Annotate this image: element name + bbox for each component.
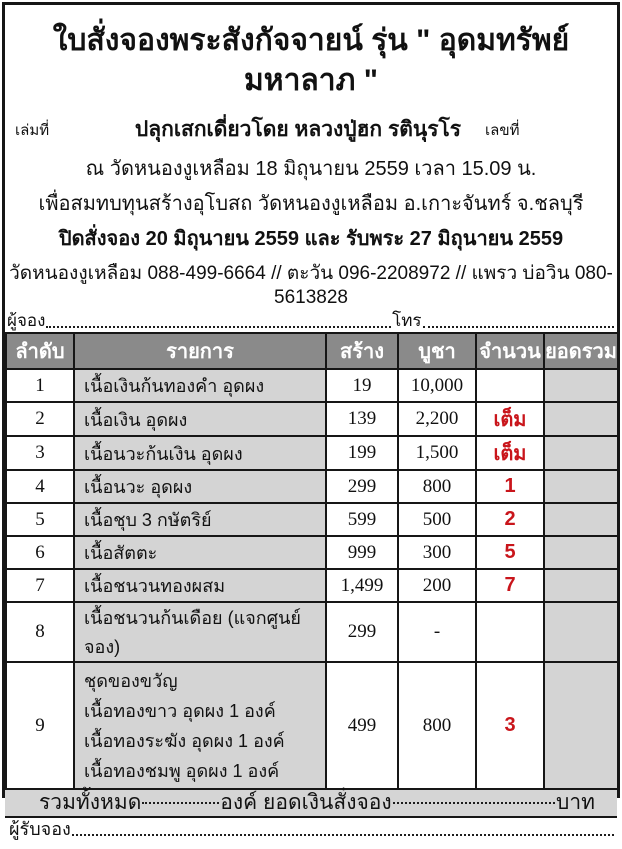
row-number-cell: 2	[6, 402, 74, 436]
summary-bar	[5, 790, 617, 818]
quantity-cell: 3	[476, 662, 544, 789]
total-cell	[544, 602, 618, 662]
subtitle: ปลุกเสกเดี่ยวโดย หลวงปู่ฮก รตินุรโร	[134, 118, 462, 141]
column-header-price: บูชา	[398, 333, 476, 369]
row-number-cell: 4	[6, 470, 74, 503]
item-line: เนื้อทองชมพู อุดผง 1 องค์	[84, 760, 280, 781]
total-count-fill-line	[142, 798, 219, 804]
item-cell: เนื้อเงิน อุดผง	[74, 402, 326, 436]
made-count-cell: 599	[326, 503, 398, 536]
row-number-cell: 5	[6, 503, 74, 536]
table-row	[6, 569, 618, 602]
column-header-made: สร้าง	[326, 333, 398, 369]
price-cell: 800	[398, 470, 476, 503]
table-row	[6, 662, 618, 789]
table-row	[6, 369, 618, 402]
item-cell: เนื้อนวะก้นเงิน อุดผง	[74, 436, 326, 470]
quantity-cell: 5	[476, 536, 544, 569]
unit-and-amount-label: องค์ ยอดเงินสั่งจอง	[220, 791, 392, 814]
orderer-phone-fill-line	[423, 322, 614, 328]
made-count-cell: 139	[326, 402, 398, 436]
quantity-cell: 2	[476, 503, 544, 536]
table-row	[6, 602, 618, 662]
price-cell: 10,000	[398, 369, 476, 402]
item-cell: เนื้อนวะ อุดผง	[74, 470, 326, 503]
made-count-cell: 199	[326, 436, 398, 470]
table-row	[6, 536, 618, 569]
price-cell: -	[398, 602, 476, 662]
table-header-row	[6, 333, 618, 369]
item-cell	[74, 662, 326, 789]
column-header-qty: จำนวน	[476, 333, 544, 369]
item-cell: เนื้อชนวนทองผสม	[74, 569, 326, 602]
made-count-cell: 499	[326, 662, 398, 789]
item-cell: เนื้อชุบ 3 กษัตริย์	[74, 503, 326, 536]
table-row	[6, 503, 618, 536]
quantity-cell: 7	[476, 569, 544, 602]
volume-label: เล่มที่	[15, 121, 50, 139]
made-count-cell: 999	[326, 536, 398, 569]
page-title: ใบสั่งจองพระสังกัจจายน์ รุ่น " อุดมทรัพย์มหาลาภ "	[52, 24, 570, 97]
contact-line: วัดหนองงูเหลือม 088-499-6664 // ตะวัน 096-2208972 // แพรว บ่อวิน 080-5613828	[9, 263, 613, 308]
receiver-label: ผู้รับจอง	[9, 819, 71, 839]
order-table	[5, 332, 619, 790]
row-number-cell: 8	[6, 602, 74, 662]
item-cell: เนื้อชนวนก้นเดือย (แจกศูนย์จอง)	[74, 602, 326, 662]
quantity-cell: เต็ม	[476, 402, 544, 436]
order-form-sheet	[2, 2, 620, 839]
price-cell: 500	[398, 503, 476, 536]
number-label: เลขที่	[485, 121, 520, 139]
item-line: เนื้อทองระฆัง อุดผง 1 องค์	[84, 730, 285, 751]
row-number-cell: 6	[6, 536, 74, 569]
quantity-cell	[476, 602, 544, 662]
receiver-row	[5, 818, 617, 849]
price-cell: 200	[398, 569, 476, 602]
made-count-cell: 299	[326, 470, 398, 503]
orderer-phone-label: โทร	[392, 311, 422, 330]
orderer-name-fill-line	[46, 322, 391, 328]
column-header-item: รายการ	[74, 333, 326, 369]
event-line: ณ วัดหนองงูเหลือม 18 มิถุนายน 2559 เวลา 15.09 น.	[85, 158, 537, 180]
total-cell	[544, 536, 618, 569]
price-cell: 2,200	[398, 402, 476, 436]
total-cell	[544, 369, 618, 402]
orderer-row	[5, 310, 617, 332]
total-cell	[544, 662, 618, 789]
price-cell: 300	[398, 536, 476, 569]
item-cell: เนื้อสัตตะ	[74, 536, 326, 569]
total-cell	[544, 436, 618, 470]
table-row	[6, 470, 618, 503]
total-cell	[544, 569, 618, 602]
receiver-fill-line	[72, 830, 614, 836]
total-cell	[544, 402, 618, 436]
item-line: ชุดของขวัญ	[84, 670, 178, 691]
orderer-name-label: ผู้จอง	[7, 311, 46, 330]
table-row	[6, 402, 618, 436]
quantity-cell: เต็ม	[476, 436, 544, 470]
made-count-cell: 19	[326, 369, 398, 402]
subtitle-row	[5, 113, 617, 146]
purpose-line: เพื่อสมทบทุนสร้างอุโบสถ วัดหนองงูเหลือม อ.เกาะจันทร์ จ.ชลบุรี	[38, 193, 584, 215]
price-cell: 800	[398, 662, 476, 789]
total-amount-fill-line	[393, 798, 555, 804]
row-number-cell: 9	[6, 662, 74, 789]
table-row	[6, 436, 618, 470]
total-count-label: รวมทั้งหมด	[39, 791, 142, 814]
item-cell: เนื้อเงินก้นทองคำ อุดผง	[74, 369, 326, 402]
made-count-cell: 299	[326, 602, 398, 662]
item-line: เนื้อทองขาว อุดผง 1 องค์	[84, 700, 276, 721]
quantity-cell: 1	[476, 470, 544, 503]
column-header-total: ยอดรวม	[544, 333, 618, 369]
row-number-cell: 3	[6, 436, 74, 470]
column-header-index: ลำดับ	[6, 333, 74, 369]
total-cell	[544, 470, 618, 503]
total-cell	[544, 503, 618, 536]
row-number-cell: 1	[6, 369, 74, 402]
made-count-cell: 1,499	[326, 569, 398, 602]
currency-label: บาท	[556, 791, 595, 814]
deadline-line: ปิดสั่งจอง 20 มิถุนายน 2559 และ รับพระ 27 มิถุนายน 2559	[58, 228, 564, 250]
quantity-cell	[476, 369, 544, 402]
row-number-cell: 7	[6, 569, 74, 602]
price-cell: 1,500	[398, 436, 476, 470]
